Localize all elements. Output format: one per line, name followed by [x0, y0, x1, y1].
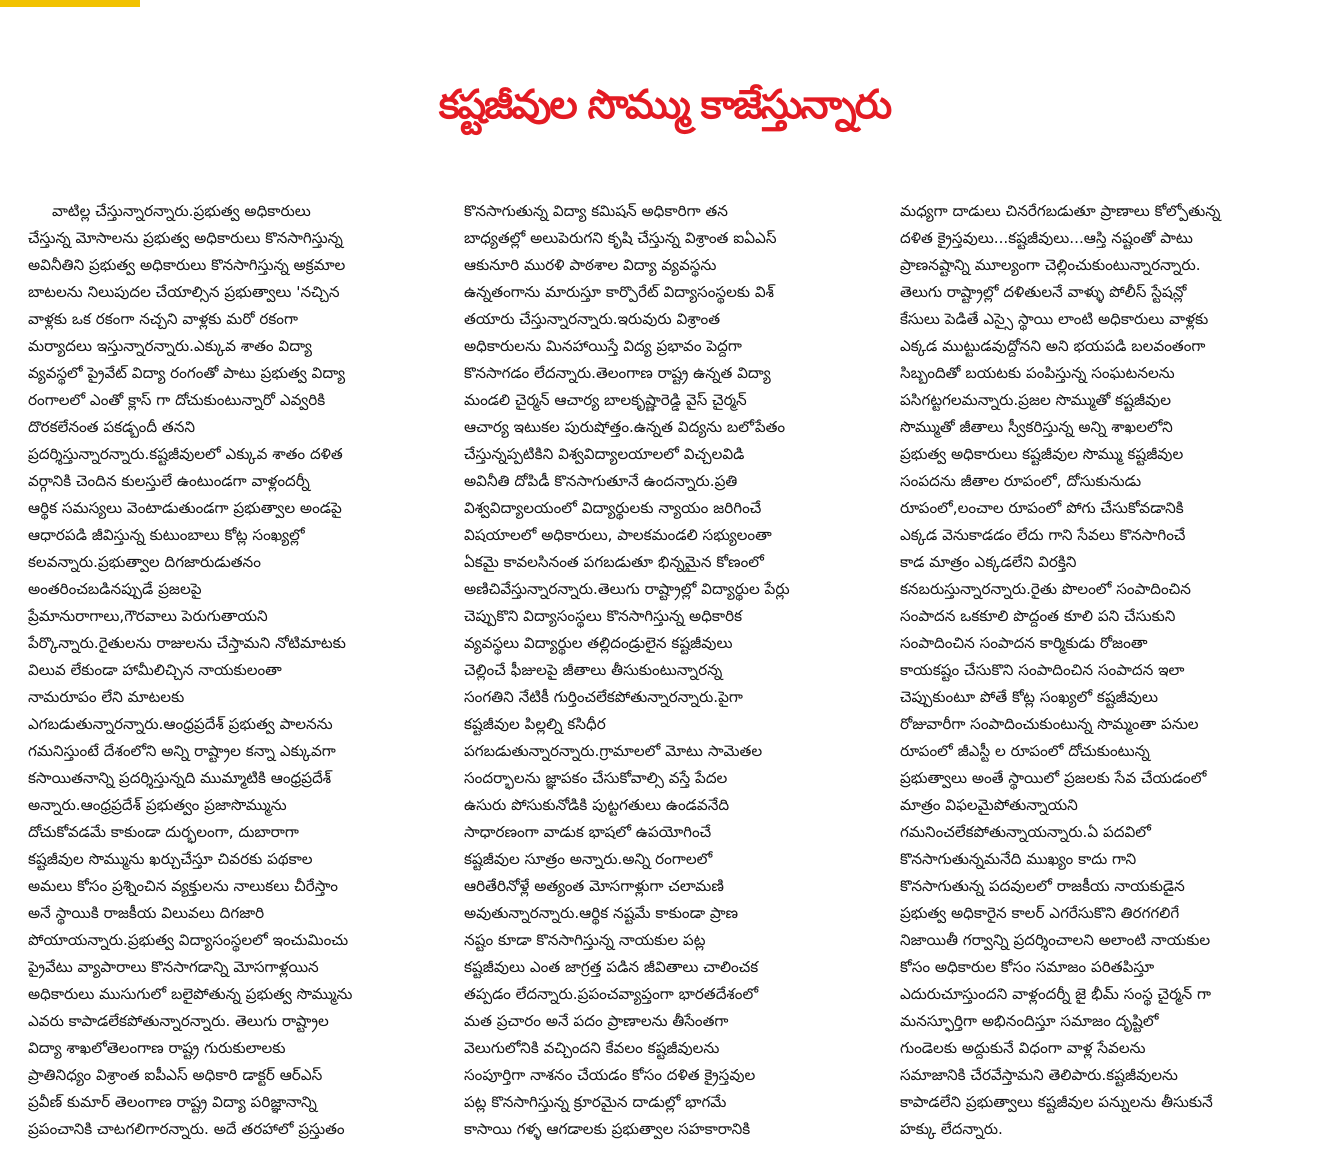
- article-line: చెప్పుకుంటూ పోతే కోట్ల సంఖ్యలో కష్టజీవులు: [900, 688, 1158, 706]
- article-line: ఎదురుచూస్తుందని వాళ్లందర్నీ జై భీమ్ సంస్థ చైర్మన్ గా: [900, 985, 1211, 1003]
- article-line: ఉన్నతంగాను మారుస్తూ కార్పొరేట్ విద్యాసంస్థలకు విశ్: [464, 283, 775, 301]
- article-line: బాధ్యతల్లో అలుపెరుగని కృషి చేస్తున్న విశ్రాంత ఐఏఎస్: [464, 229, 777, 247]
- article-line: అధికారులు ముసుగులో బలైపోతున్న ప్రభుత్వ సొమ్మును: [28, 985, 353, 1003]
- article-line: సంగతిని నేటికీ గుర్తించలేకపోతున్నారన్నారు.పైగా: [464, 688, 743, 706]
- article-line: దళిత క్రైస్తవులు...కష్టజీవులు...ఆస్తి నష్టంతో పాటు: [900, 229, 1193, 247]
- article-line: అమలు కోసం ప్రశ్నించిన వ్యక్తులను నాలుకలు చీరేస్తాం: [28, 877, 338, 895]
- article-line: ప్రభుత్వ అధికారైన కాలర్ ఎగరేసుకొని తిరగగలిగే: [900, 904, 1180, 922]
- article-line: అవినీతి దోపిడీ కొనసాగుతూనే ఉందన్నారు.ప్రతి: [464, 472, 738, 490]
- article-line: సంపాదించిన సంపాదన కార్మికుడు రోజంతా: [900, 634, 1148, 652]
- article-line: వ్యవస్థలో ప్రైవేట్ విద్యా రంగంతో పాటు ప్రభుత్వ విద్యా: [28, 364, 346, 382]
- article-line: అవినీతిని ప్రభుత్వ అధికారులు కొనసాగిస్తున్న అక్రమాల: [28, 256, 346, 274]
- article-line: దోచుకోవడమే కాకుండా దుర్భలంగా, దుబారాగా: [28, 823, 299, 841]
- article-line: నష్టం కూడా కొనసాగిస్తున్న నాయకుల పట్ల: [464, 931, 706, 949]
- article-line: అనే స్థాయికి రాజకీయ విలువలు దిగజారి: [28, 904, 265, 922]
- article-line: మర్యాదలు ఇస్తున్నారన్నారు.ఎక్కువ శాతం విద్యా: [28, 337, 312, 355]
- article-line: కొనసాగుతున్న విద్యా కమిషన్ అధికారిగా తన: [464, 202, 728, 220]
- article-line: సిబ్బందితో బయటకు పంపిస్తున్న సంఘటనలను: [900, 364, 1175, 382]
- article-line: ప్రదర్శిస్తున్నారన్నారు.కష్టజీవులలో ఎక్కువ శాతం దళిత: [28, 445, 343, 463]
- article-line: హక్కు లేదన్నారు.: [900, 1120, 1003, 1138]
- article-line: గమనిస్తుంటే దేశంలోని అన్ని రాష్ట్రాల కన్నా ఎక్కువగా: [28, 742, 336, 760]
- article-line: పగబడుతున్నారన్నారు.గ్రామాలలో మోటు సామెతల: [464, 742, 763, 760]
- article-line: కొనసాగుతున్నమనేది ముఖ్యం కాదు గాని: [900, 850, 1137, 868]
- article-column-1: [28, 198, 436, 1158]
- article-line: ప్రాణనష్టాన్ని మూల్యంగా చెల్లించుకుంటున్నారన్నారు.: [900, 256, 1201, 274]
- article-line: బాటలను నిలుపుదల చేయాల్సిన ప్రభుత్వాలు 'నచ్చిన: [28, 283, 340, 301]
- article-line: విద్యా శాఖలోతెలంగాణ రాష్ట్ర గురుకులాలకు: [28, 1039, 286, 1057]
- article-line: నిజాయితీ గర్వాన్ని ప్రదర్శించాలని అలాంటి నాయకుల: [900, 931, 1211, 949]
- article-line: ఎక్కడ ముట్టుడవుద్దోనని అని భయపడి బలవంతంగా: [900, 337, 1206, 355]
- article-line: కష్టజీవుల సొమ్మును ఖర్చుచేస్తూ చివరకు పథకాల: [28, 850, 313, 868]
- article-line: కేసులు పెడితే ఎస్సై స్థాయి లాంటి అధికారులు వాళ్లకు: [900, 310, 1209, 328]
- article-column-2: [464, 198, 872, 1158]
- article-line: చెప్పుకొని విద్యాసంస్థలు కొనసాగిస్తున్న అధికారిక: [464, 607, 743, 625]
- article-line: నామరూపం లేని మాటలకు: [28, 688, 185, 706]
- article-line: ప్రపంచానికి చాటగలిగారన్నారు. అదే తరహాలో ప్రస్తుతం: [28, 1120, 345, 1138]
- article-line: ఆకునూరి మురళి పాఠశాల విద్యా వ్యవస్థను: [464, 256, 717, 274]
- article-line: వెలుగులోనికి వచ్చిందని కేవలం కష్టజీవులను: [464, 1039, 720, 1057]
- article-column-3: [900, 198, 1308, 1158]
- article-line: చెల్లించే ఫీజులపై జీతాలు తీసుకుంటున్నారన్న: [464, 661, 723, 679]
- article-line: వాటిల్ల చేస్తున్నారన్నారు.ప్రభుత్వ అధికారులు: [52, 202, 311, 220]
- article-line: చేస్తున్నప్పటికిని విశ్వవిద్యాలయాలలో విచ్చలవిడి: [464, 445, 745, 463]
- article-line: ప్రభుత్వ అధికారులు కష్టజీవుల సొమ్ము కష్టజీవుల: [900, 445, 1184, 463]
- article-line: ఏకమై కావలసినంత పగబడుతూ భిన్నమైన కోణంలో: [464, 553, 764, 571]
- article-line: ఆర్థిక సమస్యలు వెంటాడుతుండగా ప్రభుత్వాల అండపై: [28, 499, 342, 517]
- article-line: మధ్యగా దాడులు చినరేగబడుతూ ప్రాణాలు కోల్పోతున్న: [900, 202, 1221, 220]
- article-line: కసాయితనాన్ని ప్రదర్శిస్తున్నది ముమ్మాటికి ఆంధ్రప్రదేశ్: [28, 769, 332, 787]
- article-line: గమనించలేకపోతున్నాయన్నారు.ఏ పదవిలో: [900, 823, 1151, 841]
- article-line: తయారు చేస్తున్నారన్నారు.ఇరువురు విశ్రాంత: [464, 310, 721, 328]
- article-line: ఆరితేరినోళ్లే అత్యంత మోసగాళ్లుగా చలామణి: [464, 877, 724, 895]
- article-line: ప్రాతినిధ్యం విశ్రాంత ఐపీఎస్ అధికారి డాక్టర్ ఆర్ఎస్: [28, 1066, 323, 1084]
- article-line: వ్యవస్థలు విద్యార్థుల తల్లిదండ్రులైన కష్టజీవులు: [464, 634, 733, 652]
- article-line: విషయాలలో అధికారులు, పాలకమండలి సభ్యులంతా: [464, 526, 772, 544]
- article-line: అధికారులను మినహాయిస్తే విద్య ప్రభావం పెద్దగా: [464, 337, 742, 355]
- article-line: కలవన్నారు.ప్రభుత్వాల దిగజారుడుతనం: [28, 553, 261, 571]
- article-line: మత ప్రచారం అనే పదం ప్రాణాలను తీసేంతగా: [464, 1012, 729, 1030]
- article-line: కనబరుస్తున్నారన్నారు.రైతు పొలంలో సంపాదించిన: [900, 580, 1191, 598]
- article-line: కాపాడలేని ప్రభుత్వాలు కష్టజీవుల పన్నులను తీసుకునే: [900, 1093, 1213, 1111]
- article-line: కష్టజీవుల సూత్రం అన్నారు.అన్ని రంగాలలో: [464, 850, 713, 868]
- article-line: ప్రభుత్వాలు అంతే స్థాయిలో ప్రజలకు సేవ చేయడంలో: [900, 769, 1207, 787]
- article-line: మాత్రం విఫలమైపోతున్నాయని: [900, 796, 1078, 814]
- article-line: వాళ్లకు ఒక రకంగా నచ్చని వాళ్లకు మరో రకంగా: [28, 310, 298, 328]
- article-line: ఎవరు కాపాడలేకపోతున్నారన్నారు. తెలుగు రాష్ట్రాల: [28, 1012, 329, 1030]
- article-line: ప్రైవేటు వ్యాపారాలు కొనసాగడాన్ని మోసగాళ్లయిన: [28, 958, 319, 976]
- article-line: అణిచివేస్తున్నారన్నారు.తెలుగు రాష్ట్రాల్లో విద్యార్థుల పేర్లు: [464, 580, 790, 598]
- article-line: కాసాయి గళ్ళ ఆగడాలకు ప్రభుత్వాల సహకారానికి: [464, 1120, 751, 1138]
- article-line: పేర్కొన్నారు.రైతులను రాజులను చేస్తామని నోటిమాటకు: [28, 634, 346, 652]
- article-line: అన్నారు.ఆంధ్రప్రదేశ్ ప్రభుత్వం ప్రజాసొమ్మును: [28, 796, 287, 814]
- article-line: కష్టజీవులు ఎంత జాగ్రత్త పడిన జీవితాలు చాలించక: [464, 958, 759, 976]
- article-line: ప్రవీణ్ కుమార్ తెలంగాణ రాష్ట్ర విద్యా పరిజ్ఞానాన్ని: [28, 1093, 317, 1111]
- article-line: మండలి చైర్మన్ ఆచార్య బాలకృష్ణారెడ్డి వైస్ చైర్మన్: [464, 391, 747, 409]
- article-line: సొమ్ముతో జీతాలు స్వీకరిస్తున్న అన్ని శాఖలలోని: [900, 418, 1173, 436]
- article-line: రూపంలో జీఎస్టీ ల రూపంలో దోచుకుంటున్న: [900, 742, 1150, 760]
- headline: కష్టజీవుల సొమ్ము కాజేస్తున్నారు: [438, 82, 891, 128]
- article-line: గుండెలకు అద్దుకునే విధంగా వాళ్ల సేవలను: [900, 1039, 1146, 1057]
- article-line: సాధారణంగా వాడుక భాషలో ఉపయోగించే: [464, 823, 712, 841]
- article-line: సమాజానికి చేరవేస్తామని తెలిపారు.కష్టజీవులను: [900, 1066, 1178, 1084]
- article-line: ఎగబడుతున్నారన్నారు.ఆంధ్రప్రదేశ్ ప్రభుత్వ పాలనను: [28, 715, 333, 733]
- article-line: కోసం అధికారుల కోసం సమాజం పరితపిస్తూ: [900, 958, 1155, 976]
- article-line: పట్ల కొనసాగిస్తున్న క్రూరమైన దాడుల్లో భాగమే: [464, 1093, 727, 1111]
- article-line: అవుతున్నారన్నారు.ఆర్థిక నష్టమే కాకుండా ప్రాణ: [464, 904, 739, 922]
- article-line: కొనసాగుతున్న పదవులలో రాజకీయ నాయకుడైన: [900, 877, 1185, 895]
- article-body: [28, 198, 1308, 1158]
- article-line: పోయాయన్నారు.ప్రభుత్వ విద్యాసంస్థలలో ఇంచుమించు: [28, 931, 349, 949]
- article-line: విలువ లేకుండా హామీలిచ్చిన నాయకులంతా: [28, 661, 282, 679]
- article-line: సంపూర్తిగా నాశనం చేయడం కోసం దళిత క్రైస్తవుల: [464, 1066, 756, 1084]
- article-line: ఉసురు పోసుకునోడికి పుట్టగతులు ఉండవనేది: [464, 796, 730, 814]
- article-line: సందర్భాలను జ్ఞాపకం చేసుకోవాల్సి వస్తే పేదల: [464, 769, 728, 787]
- article-line: కాయకష్టం చేసుకొని సంపాదించిన సంపాదన ఇలా: [900, 661, 1185, 679]
- article-line: అంతరించబడినప్పుడే ప్రజలపై: [28, 580, 202, 598]
- article-line: చేస్తున్న మోసాలను ప్రభుత్వ అధికారులు కొనసాగిస్తున్న: [28, 229, 343, 247]
- article-line: తప్పడం లేదన్నారు.ప్రపంచవ్యాప్తంగా భారతదేశంలో: [464, 985, 759, 1003]
- article-line: రోజువారీగా సంపాదించుకుంటున్న సొమ్మంతా పనుల: [900, 715, 1199, 733]
- article-line: సంపాదన ఒకకూలి పొద్దంత కూలి పని చేసుకుని: [900, 607, 1176, 625]
- section-tab-marker: [0, 0, 140, 7]
- article-line: కాడ మాత్రం ఎక్కడలేని విరక్తిని: [900, 553, 1077, 571]
- article-line: రూపంలో,లంచాల రూపంలో పోగు చేసుకోవడానికి: [900, 499, 1184, 517]
- article-line: ఆధారపడి జీవిస్తున్న కుటుంబాలు కోట్ల సంఖ్యల్లో: [28, 526, 305, 544]
- article-line: విశ్వవిద్యాలయంలో విద్యార్థులకు న్యాయం జరిగించే: [464, 499, 762, 517]
- article-line: కష్టజీవుల పిల్లల్ని కసిధీర: [464, 715, 606, 733]
- article-line: దొరకలేనంత పకడ్బందీ తనని: [28, 418, 196, 436]
- article-line: తెలుగు రాష్ట్రాల్లో దళితులనే వాళ్ళు పోలీస్ స్టేషన్లో: [900, 283, 1187, 301]
- article-line: ఆచార్య ఇటుకల పురుషోత్తం.ఉన్నత విద్యను బలోపేతం: [464, 418, 786, 436]
- article-line: పసిగట్టగలమన్నారు.ప్రజల సొమ్ముతో కష్టజీవుల: [900, 391, 1171, 409]
- article-line: కొనసాగడం లేదన్నారు.తెలంగాణ రాష్ట్ర ఉన్నత విద్యా: [464, 364, 771, 382]
- article-line: ఎక్కడ వెనుకాడడం లేదు గాని సేవలు కొనసాగించే: [900, 526, 1186, 544]
- article-line: రంగాలలో ఎంతో క్లాస్ గా దోచుకుంటున్నారో ఎవ్వరికి: [28, 391, 326, 409]
- article-line: వర్గానికి చెందిన కులస్తులే ఉంటుండగా వాళ్లందర్నీ: [28, 472, 310, 490]
- article-line: సంపదను జీతాల రూపంలో, దోసుకునుడు: [900, 472, 1142, 490]
- article-line: మనస్ఫూర్తిగా అభినందిస్తూ సమాజం దృష్టిలో: [900, 1012, 1159, 1030]
- article-line: ప్రేమానురాగాలు,గౌరవాలు పెరుగుతాయని: [28, 607, 268, 625]
